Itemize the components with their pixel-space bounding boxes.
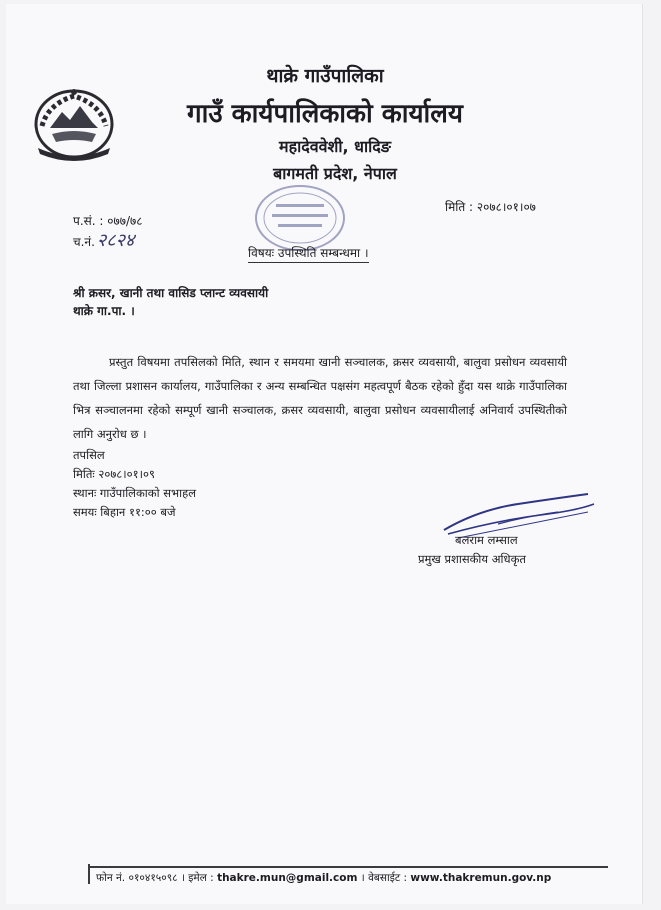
- nepal-emblem-icon: [28, 82, 120, 164]
- tapasil-place: स्थानः गाउँपालिकाको सभाहल: [73, 486, 196, 500]
- municipality-name: थाक्रे गाउँपालिका: [266, 65, 384, 87]
- dispatch-number-value: २८२४: [96, 230, 135, 251]
- footer-email-label: इमेल :: [188, 872, 214, 884]
- letter-subject: विषयः उपस्थिति सम्बन्धमा ।: [248, 244, 369, 263]
- dispatch-number-label: च.नं.: [73, 235, 95, 249]
- signatory-title: प्रमुख प्रशासकीय अधिकृत: [418, 552, 526, 566]
- footer-divider: [88, 866, 608, 868]
- footer-divider-edge: [88, 864, 90, 884]
- addressee-line-1: श्री क्रसर, खानी तथा वासिड प्लान्ट व्यवसायी: [73, 286, 269, 300]
- office-title: गाउँ कार्यपालिकाको कार्यालय: [187, 99, 463, 129]
- footer-email: thakre.mun@gmail.com: [217, 872, 358, 884]
- tapasil-time: समयः बिहान ११:०० बजे: [73, 505, 176, 519]
- footer-phone: फोन नं. ०१०४१५०९८: [96, 872, 178, 884]
- addressee-line-2: थाक्रे गा.पा. ।: [73, 304, 135, 318]
- tapasil-date: मितिः २०७८।०१।०९: [73, 467, 155, 481]
- letter-date: मिति : २०७८।०१।०७: [445, 200, 536, 214]
- footer-contact: फोन नं. ०१०४१५०९८ । इमेल : thakre.mun@gmail.com । वेबसाईट : www.thakremun.gov.np: [96, 872, 552, 884]
- letter-body: प्रस्तुत विषयमा तपसिलको मिति, स्थान र समयमा खानी सञ्चालक, क्रसर व्यवसायी, बालुवा प्रसोधन व्यवसायी तथा जिल्ला प्रशासन कार्यालय, गाउँपालिका र अन्य सम्बन्धित पक्षसंग महत्वपूर्ण बैठक रहेको हुँदा यस थाक्रे गाउँपालिका भित्र सञ्चालनमा रहेको सम्पूर्ण खानी सञ्चालक, क्रसर व्यवसायी, बालुवा प्रसोधन व्यवसायीलाई अनिवार्य उपस्थितीको लागि अनुरोध छ ।: [73, 355, 567, 441]
- footer-website: www.thakremun.gov.np: [410, 872, 552, 884]
- footer-website-label: वेबसाईट :: [368, 872, 408, 884]
- office-province: बागमती प्रदेश, नेपाल: [273, 164, 397, 183]
- signatory-name: बलराम लम्साल: [455, 533, 518, 547]
- tapasil-title: तपसिल: [73, 448, 105, 462]
- dispatch-number: [73, 228, 134, 252]
- reference-number: प.सं. : ०७७/७८: [73, 214, 143, 228]
- office-location: महादेववेशी, धादिङ: [279, 137, 391, 156]
